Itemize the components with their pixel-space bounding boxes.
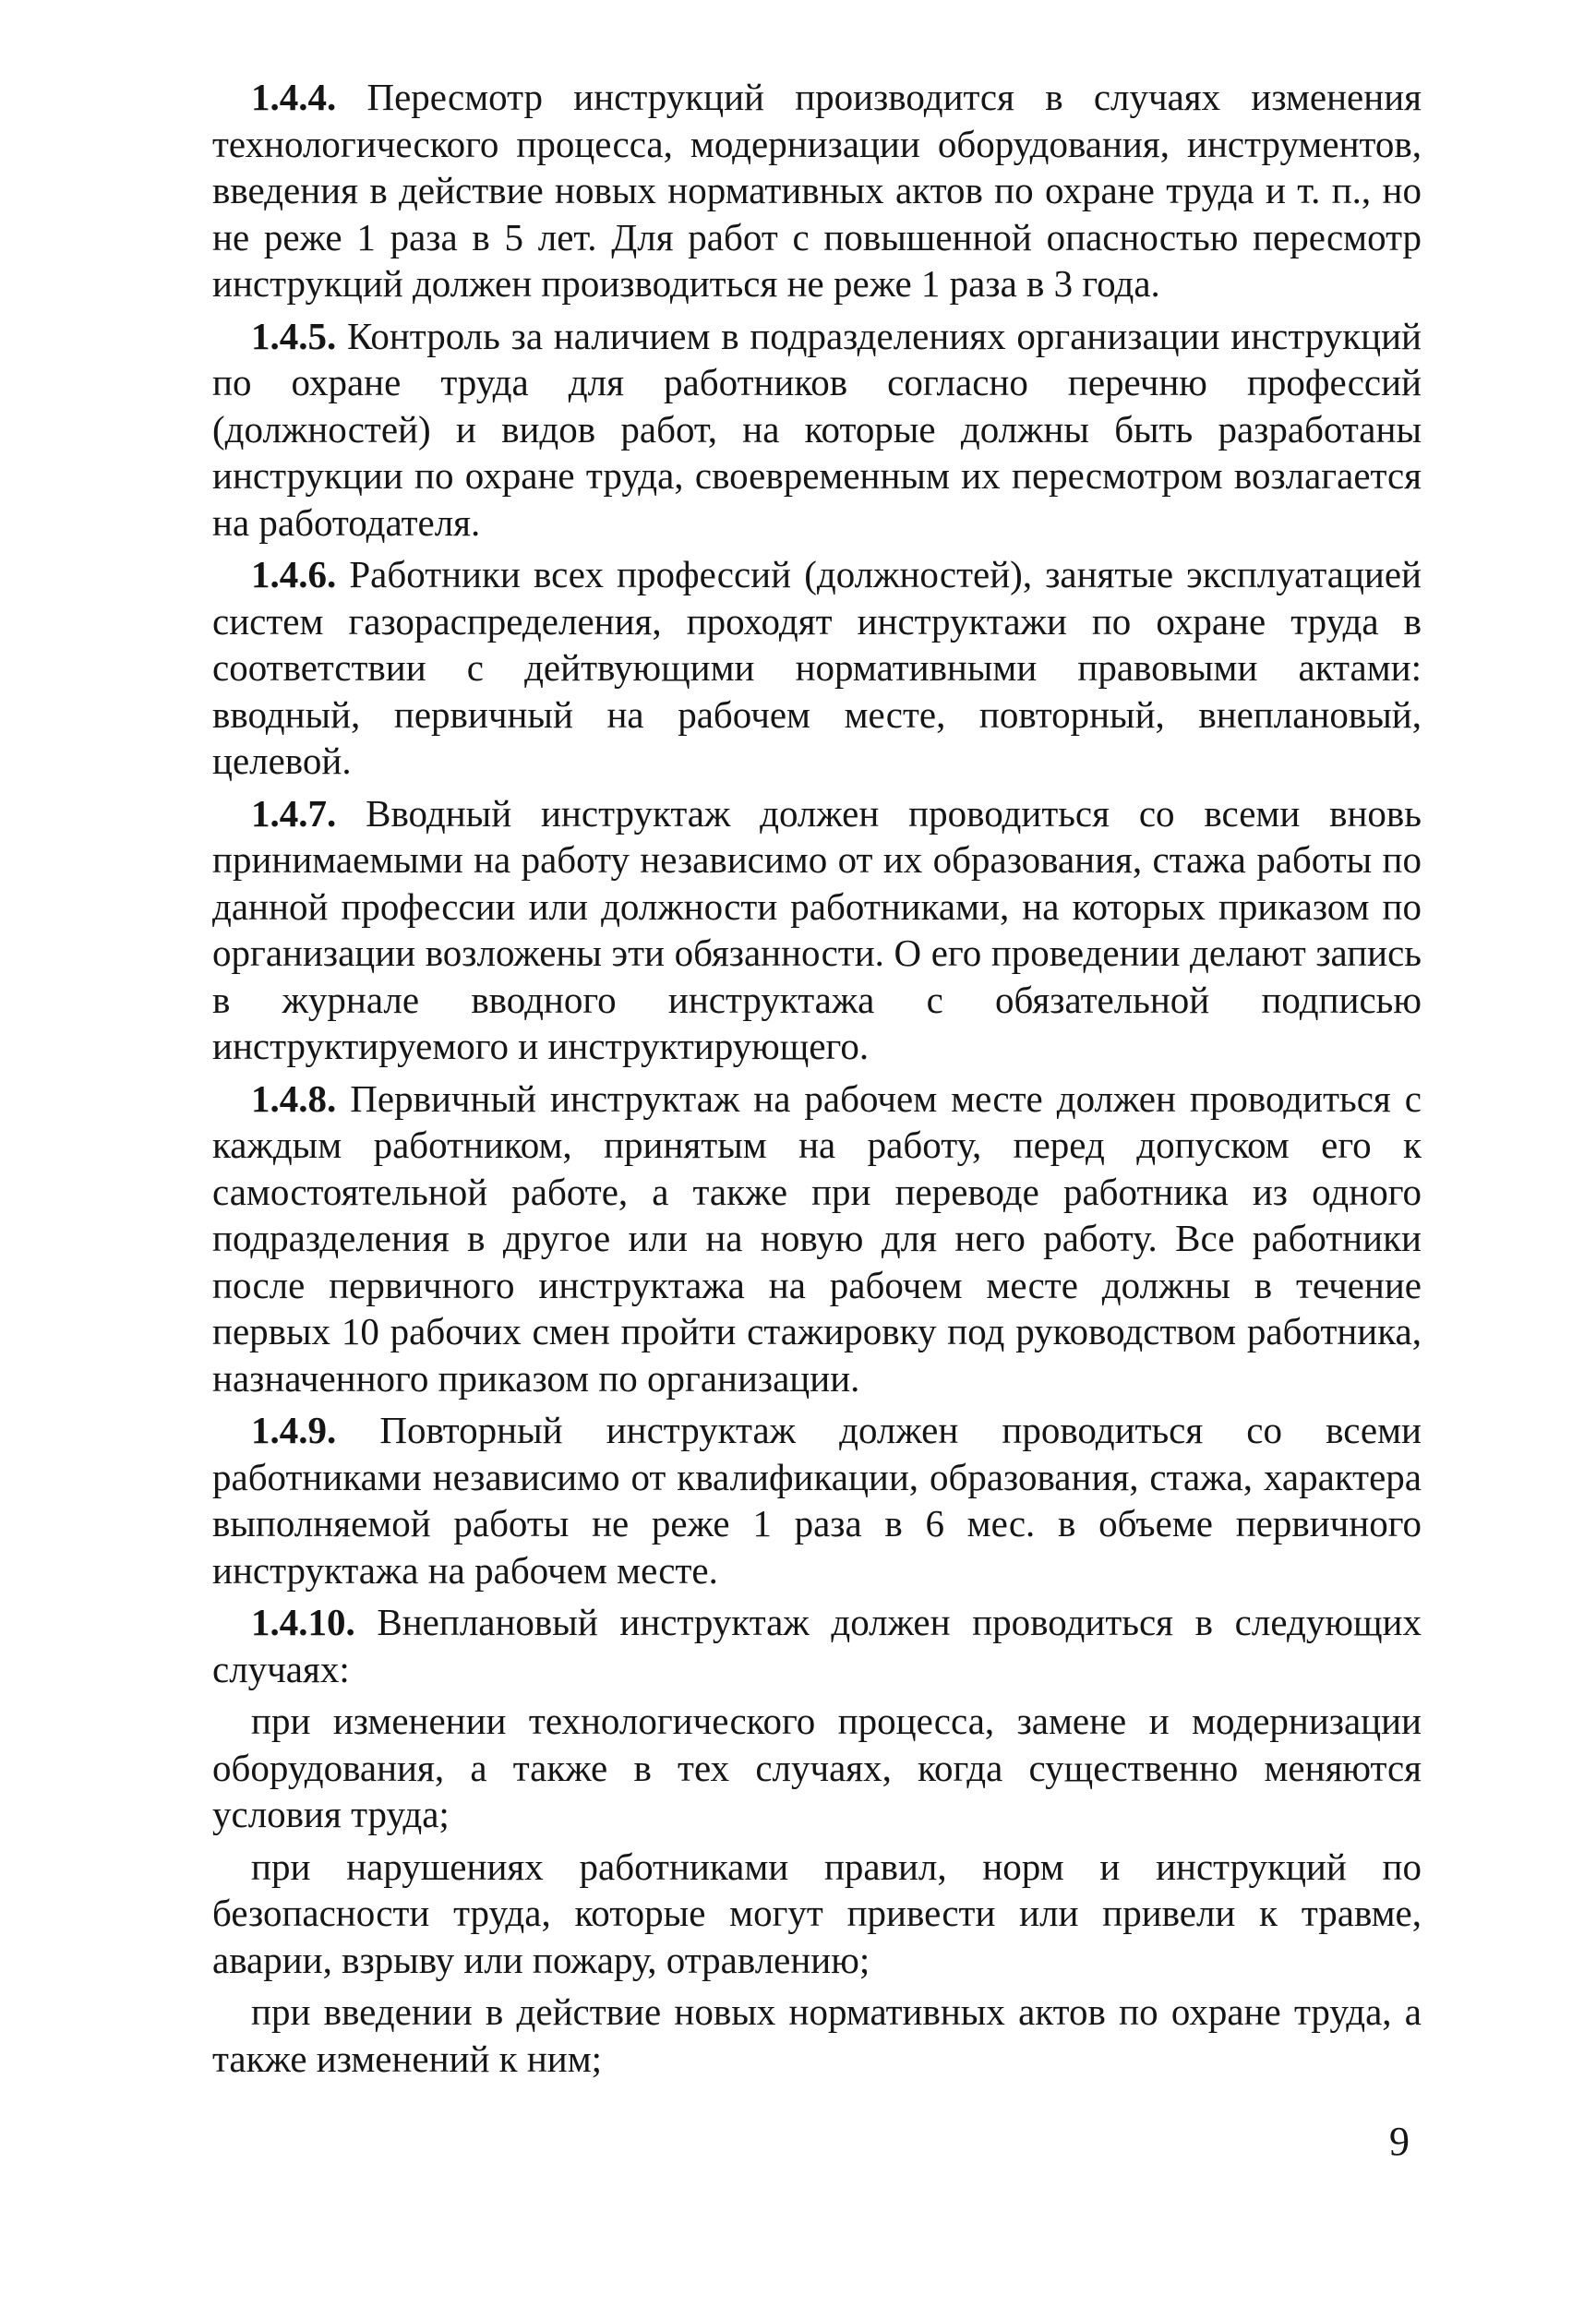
clause-text: Внеплановый инструктаж должен проводиться в следующих случаях: [212, 1601, 1422, 1690]
clause-text: Первичный инструктаж на рабочем месте должен проводиться с каждым работником, принятым на работу, перед допуском его к самостоятельной работе, а также при переводе работника из одного подразделения в другое или на новую для него работу. Все работники после первичного инструктажа на рабочем месте должны в течение первых 10 рабочих смен пройти стажировку под руководством работника, назначенного приказом по организации. [212, 1076, 1422, 1400]
paragraph-1-4-8 [212, 1076, 1422, 1402]
paragraph-1-4-6 [212, 551, 1422, 785]
paragraph-1-4-5 [212, 313, 1422, 547]
clause-number: 1.4.8. [251, 1076, 337, 1120]
clause-text: Повторный инструктаж должен проводиться со всеми работниками независимо от квалификации, образования, стажа, характера выполняемой работы не реже 1 раза в 6 мес. в объеме первичного инструктажа на рабочем месте. [212, 1409, 1422, 1592]
clause-text: Контроль за наличием в подразделениях организации инструкций по охране труда для работников согласно перечню профессий (должностей) и видов работ, на которые должны быть разработаны инструкции по охране труда, своевременным их пересмотром возлагается на работодателя. [212, 314, 1422, 544]
paragraph-1-4-4 [212, 74, 1422, 307]
clause-text: Пересмотр инструкций производится в случаях изменения технологического процесса, модернизации оборудования, инструментов, введения в действие новых нормативных актов по охране труда и т. п., но не реже 1 раза в 5 лет. Для работ с повышенной опасностью пересмотр инструкций должен производиться не реже 1 раза в 3 года. [212, 76, 1422, 305]
list-item: при нарушениях работниками правил, норм и инструкций по безопасности труда, которые могут привести или привели к травме, аварии, взрыву или пожару, отравлению; [212, 1845, 1422, 1981]
paragraph-1-4-10 [212, 1599, 1422, 1692]
list-item: при изменении технологического процесса, замене и модернизации оборудования, а также в тех случаях, когда существенно меняются условия труда; [212, 1700, 1422, 1835]
clause-number: 1.4.10. [251, 1601, 355, 1643]
clause-number: 1.4.4. [251, 76, 337, 118]
clause-number: 1.4.6. [251, 553, 337, 595]
clause-number: 1.4.5. [251, 314, 337, 357]
clause-number: 1.4.9. [251, 1409, 337, 1451]
page-number: 9 [1389, 2119, 1410, 2164]
clause-number: 1.4.7. [251, 791, 337, 835]
body-text [212, 74, 1422, 2087]
list-item: при введении в действие новых нормативных актов по охране труда, а также изменений к ним; [212, 1990, 1422, 2080]
paragraph-1-4-9 [212, 1407, 1422, 1593]
clause-text: Вводный инструктаж должен проводиться со всеми вновь принимаемыми на работу независимо от их образования, стажа работы по данной профессии или должности работниками, на которых приказом по организации возложены эти обязанности. О его проведении делают запись в журнале вводного инструктажа с обязательной подписью инструктируемого и инструктирующего. [212, 791, 1422, 1067]
paragraph-1-4-7 [212, 790, 1422, 1070]
clause-text: Работники всех профессий (должностей), занятые эксплуатацией систем газораспределения, проходят инструктажи по охране труда в соответствии с дейтвующими нормативными правовыми актами: вводный, первичный на рабочем месте, повторный, внеплановый, целевой. [212, 553, 1422, 782]
